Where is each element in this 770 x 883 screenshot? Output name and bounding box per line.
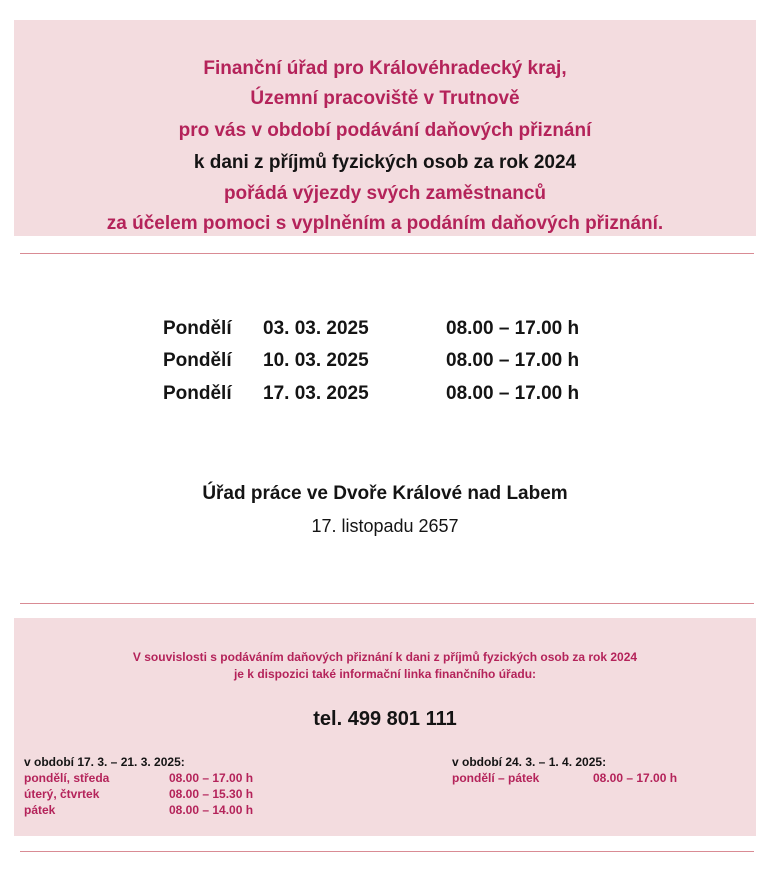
- info-line-hotline: je k dispozici také informační linka finančního úřadu:: [233, 667, 537, 681]
- hours-row-label: pondělí – pátek: [452, 771, 540, 785]
- schedule-hours: 08.00 – 17.00 h: [446, 383, 580, 404]
- hours-row-label: úterý, čtvrtek: [24, 787, 100, 801]
- venue-name: Úřad práce ve Dvoře Králové nad Labem: [202, 483, 568, 504]
- header-line-period: pro vás v období podávání daňových přiznání: [178, 120, 592, 141]
- header-line-trips: pořádá výjezdy svých zaměstnanců: [223, 183, 547, 204]
- hours-row: [452, 770, 742, 786]
- divider-top: [20, 253, 754, 254]
- hours-row-value: 08.00 – 14.00 h: [169, 803, 254, 817]
- hours-row: [24, 802, 304, 818]
- period1-title: v období 17. 3. – 21. 3. 2025:: [24, 755, 185, 769]
- hours-row-label: pondělí, středa: [24, 771, 110, 785]
- hours-row-value: 08.00 – 17.00 h: [593, 771, 678, 785]
- schedule-day: Pondělí: [163, 383, 232, 404]
- schedule-date: 17. 03. 2025: [263, 383, 369, 404]
- schedule-date: 10. 03. 2025: [263, 350, 369, 371]
- hours-row-value: 08.00 – 17.00 h: [169, 771, 254, 785]
- header-line-workplace: Územní pracoviště v Trutnově: [250, 88, 520, 109]
- hours-row: [24, 786, 304, 802]
- phone-number: tel. 499 801 111: [313, 708, 457, 730]
- schedule-day: Pondělí: [163, 318, 232, 339]
- schedule-hours: 08.00 – 17.00 h: [446, 350, 580, 371]
- divider-middle: [20, 603, 754, 604]
- hours-row-label: pátek: [24, 803, 56, 817]
- venue-address: 17. listopadu 2657: [311, 516, 459, 536]
- info-line-context: V souvislosti s podáváním daňových přiznání k dani z příjmů fyzických osob za rok 2024: [132, 650, 638, 664]
- period2-title: v období 24. 3. – 1. 4. 2025:: [452, 755, 607, 769]
- header-line-office: Finanční úřad pro Královéhradecký kraj,: [203, 58, 567, 79]
- divider-bottom: [20, 851, 754, 852]
- header-line-purpose: za účelem pomoci s vyplněním a podáním daňových přiznání.: [106, 213, 664, 234]
- schedule-day: Pondělí: [163, 350, 232, 371]
- hours-row: [24, 770, 304, 786]
- header-line-tax: k dani z příjmů fyzických osob za rok 2024: [193, 152, 577, 173]
- schedule-hours: 08.00 – 17.00 h: [446, 318, 580, 339]
- hours-row-value: 08.00 – 15.30 h: [169, 787, 254, 801]
- schedule-date: 03. 03. 2025: [263, 318, 369, 339]
